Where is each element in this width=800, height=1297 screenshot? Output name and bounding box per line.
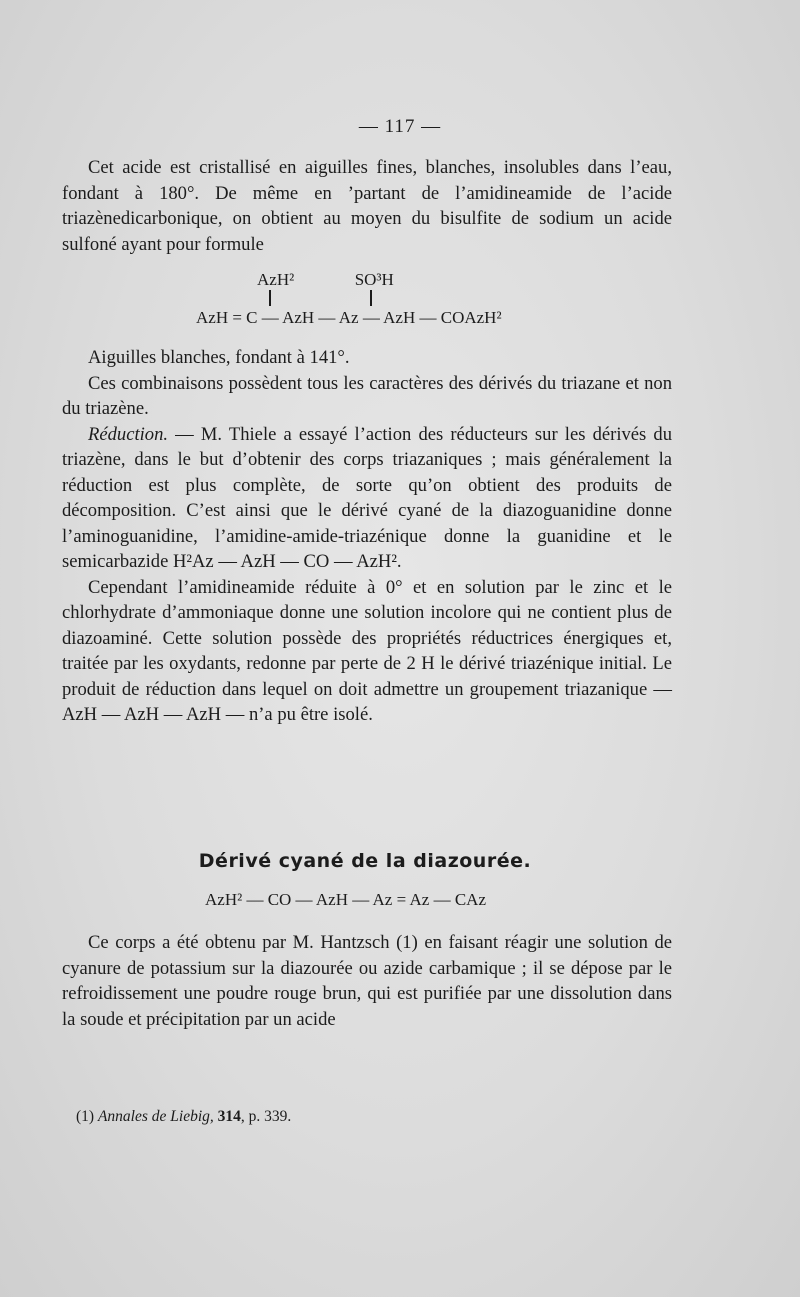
formula-1-top-left: AzH² [257,270,295,289]
paragraph-4 [62,422,672,575]
text-block-top [62,155,672,257]
page-number: — 117 — [358,116,442,137]
paragraph-1: Cet acide est cristallisé en aiguilles fines, blanches, insolubles dans l’eau, fondant à 180°. De même en ’partant de l’amidineamide de l’acide triazènedicarbonique, on obtient au moyen du bisulfite de sodium un acide sulfoné ayant pour formule [62,157,672,255]
paragraph-5: Cependant l’amidineamide réduite à 0° et en solution par le zinc et le chlorhydrate d’ammoniaque donne une solution incolore qui ne contient plus de diazoaminé. Cette solution possède des propriétés réductrices énergiques et, traitée par les oxydants, redonne par perte de 2 H le dérivé triazénique initial. Le produit de réduction dans lequel on doit admettre un groupement triazanique — AzH — AzH — AzH — n’a pu être isolé. [62,576,672,725]
paragraph-2: Aiguilles blanches, fondant à 141°. [88,347,350,368]
formula-1-substituents [257,270,394,290]
footnote-journal: Annales de Liebig, [97,1108,214,1125]
paragraph-6: Ce corps a été obtenu par M. Hantzsch (1) en faisant réagir une solution de cyanure de potassium sur la diazourée ou azide carbamique ; il se dépose par le refroidissement une poudre rouge brun, qui est purifiée par une dissolution dans la soude et précipitation par un acide [62,932,672,1030]
paragraph-3: Ces combinaisons possèdent tous les caractères des dérivés du triazane et non du triazène. [62,372,672,419]
paragraph-4-body: — M. Thiele a essayé l’action des réducteurs sur les dérivés du triazène, dans le but d’obtenir des corps triazaniques ; mais généralement la réduction est plus complète, de sorte qu’on obtient des produits de décomposition. C’est ainsi que le dérivé cyané de la diazoguanidine donne l’aminoguanidine, l’amidine-amide-triazénique donne la guanidine et le semicarbazide H²Az — AzH — CO — AzH². [62,423,672,572]
formula-2: AzH² — CO — AzH — Az = Az — CAz [205,890,486,909]
footnote-marker: (1) [76,1108,95,1125]
formula-1-main-chain: AzH = C — AzH — Az — AzH — COAzH² [196,308,502,327]
footnote-volume: 314 [217,1108,241,1125]
formula-1-top-right: SO³H [354,270,394,289]
text-block-bottom [62,930,672,1032]
reduction-label: Réduction. [88,423,169,445]
text-block-middle [62,345,672,728]
footnote-pages: , p. 339. [240,1108,292,1125]
section-heading: Dérivé cyané de la diazourée. [198,850,532,872]
footnote [76,1108,291,1126]
formula-1-bond-right [370,290,372,306]
formula-1-bond-left [269,290,271,306]
